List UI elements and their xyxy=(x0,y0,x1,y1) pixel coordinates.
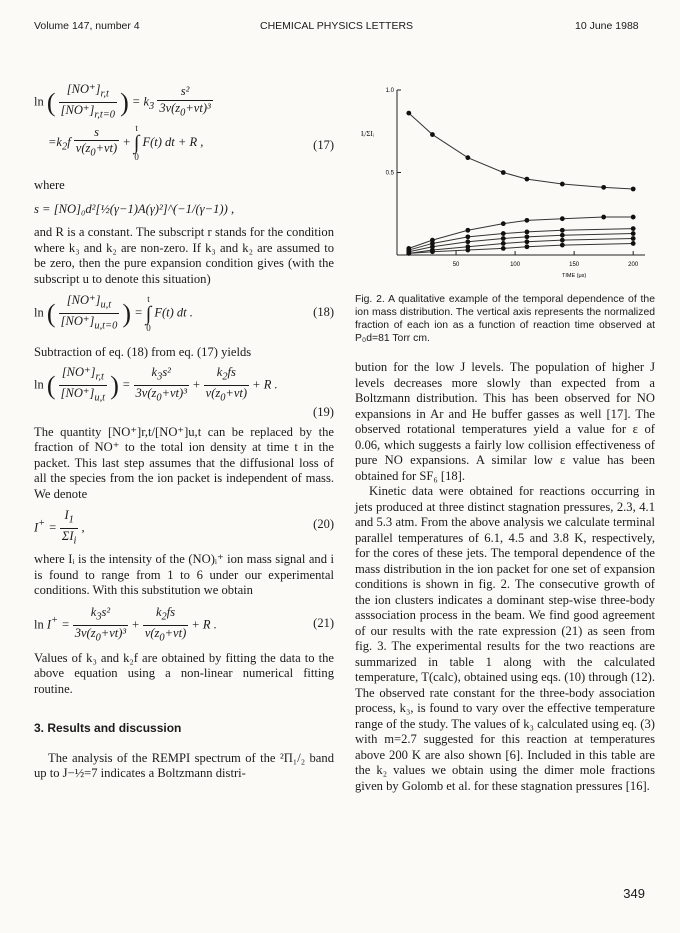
paragraph-5: Values of k₃ and k₂f are obtained by fitting the data to the above equation using a non-linear numerical fitting routine. xyxy=(34,650,334,696)
equation-18: ln ( $\frac{[NO^+]_{u,t}}{[NO^+]_{u,t=0}}$ ) = t ∫ 0 F(t) dt . (18) xyxy=(34,293,334,333)
data-point xyxy=(501,170,506,175)
data-point xyxy=(465,228,470,233)
data-point xyxy=(525,218,530,223)
paragraph-6: The analysis of the REMPI spectrum of the ²Π₁/₂ band up to J−½=7 indicates a Boltzmann distri- xyxy=(34,750,334,780)
x-tick-label: 100 xyxy=(510,262,521,268)
y-axis-label: Iᵢ/ΣIᵢ xyxy=(361,130,374,139)
data-point xyxy=(465,155,470,160)
figure-caption: Fig. 2. A qualitative example of the temporal dependence of the ion mass distribution. The vertical axis represents the normalized fraction of each ion as a function of reaction time observed at P₀d=81 Torr cm. xyxy=(355,294,655,344)
data-point xyxy=(560,243,565,248)
data-point xyxy=(560,216,565,221)
equation-20: I+ = $\frac{I_1}{\Sigma I_i}$ , (20) xyxy=(34,508,334,547)
paragraph-4: where Iᵢ is the intensity of the (NO)ᵢ⁺ ion mass signal and i is found to range from 1 to 6 under our experimental conditions. With this substitution we obtain xyxy=(34,552,334,597)
equation-17-line1: ln ( $\frac{[NO^+]_{r,t}}{[NO^+]_{r,t=0}}$ ) = $k_3$ $\frac{\text{s²}}{3v(z_0+vt)^3}$ xyxy=(34,82,211,121)
data-point xyxy=(631,215,636,220)
date-header: 10 June 1988 xyxy=(575,20,639,32)
equation-19: ln ( $\frac{[NO^+]_{r,t}}{[NO^+]_{u,t}}$ ) = $\frac{k_3s^2}{3v(z_0+vt)^3}$ + $\frac{k_2fs}{v(z_0+vt)}$ + R . xyxy=(34,364,278,403)
series-line xyxy=(409,113,633,189)
paragraph-1: and R is a constant. The subscript r stands for the condition where k₃ and k₂ are non-zero. If k₃ and k₂ are assumed to be zero, then the pure expansion condition gives (with the subscript u to denote this situation) xyxy=(34,225,334,286)
right-column xyxy=(355,360,655,794)
data-point xyxy=(631,241,636,246)
data-point xyxy=(560,238,565,243)
data-point xyxy=(560,233,565,238)
page-number: 349 xyxy=(623,886,645,901)
x-tick-label: 50 xyxy=(452,262,460,268)
eq17-number: (17) xyxy=(313,138,334,152)
section-heading: 3. Results and discussion xyxy=(34,721,182,735)
figure-2-chart xyxy=(355,80,655,280)
data-point xyxy=(525,230,530,235)
equation-17-line2: $=k_2f$ $\frac{s}{v(z_0+vt)}$ + t ∫ 0 F(t) dt + R , (17) xyxy=(48,123,334,162)
paragraph-2: Subtraction of eq. (18) from eq. (17) yields xyxy=(34,345,252,359)
x-tick-label: 150 xyxy=(569,262,580,268)
eq21-number: (21) xyxy=(313,615,334,630)
eq19-number: (19) xyxy=(313,404,334,419)
data-point xyxy=(501,221,506,226)
eq20-number: (20) xyxy=(313,517,334,531)
data-point xyxy=(501,231,506,236)
x-axis-label: TIME (μs) xyxy=(562,273,587,279)
data-point xyxy=(631,231,636,236)
data-point xyxy=(601,215,606,220)
y-tick-label: 0.5 xyxy=(385,170,394,177)
eq18-number: (18) xyxy=(313,305,334,319)
y-tick-label: 1.0 xyxy=(385,88,394,94)
data-point xyxy=(525,234,530,239)
data-point xyxy=(560,182,565,187)
data-point xyxy=(501,246,506,251)
data-point xyxy=(465,248,470,253)
x-tick-label: 200 xyxy=(628,262,639,268)
data-point xyxy=(525,177,530,182)
data-point xyxy=(560,228,565,233)
data-point xyxy=(406,251,411,256)
data-point xyxy=(406,111,411,116)
figure-2 xyxy=(355,80,655,280)
data-point xyxy=(430,249,435,254)
data-point xyxy=(430,132,435,137)
data-point xyxy=(465,234,470,239)
volume-header: Volume 147, number 4 xyxy=(34,20,140,32)
data-point xyxy=(525,244,530,249)
data-point xyxy=(631,187,636,192)
data-point xyxy=(601,185,606,190)
data-point xyxy=(501,241,506,246)
right-paragraph-2: Kinetic data were obtained for reactions occurring in jets produced at three distinct stagnation pressures, 2.3, 4.1 and 5.3 atm. From the above analysis we calculate terminal parallel temperatures of 6.1, 4.5 and 3.8 K, respectively, for the cores of these jets. The temporal dependence of the mass distribution in the ion packet for one set of expansion conditions is shown in fig. 2. The consecutive growth of the ion clusters indicates a dominant step-wise three-body asssociation process in the beam. We find good agreement of our results with the rate expression (21) as seen from fig. 3. The experimental results for the two reactions are summarized in table 1 along with the calculated temperature, T(calc), obtained using eqs. (10) through (12). The observed rate constant for the three-body association process, k₃, is found to vary over the effective temperature range of the study. The values of k₃ calculated using eq. (3) with m=2.7 suggested for this reaction at temperatures above 200 K are also shown [6]. Included in this table are the k₂ values we obtain using the dimer mole fractions given by Golomb et al. for these stagnation pressures [16]. xyxy=(355,484,655,793)
paragraph-3: The quantity [NO⁺]r,t/[NO⁺]u,t can be replaced by the fraction of NO⁺ to the total ion density at time t in the packet. This last step assumes that the diffusional loss of all the species from the ion packet is independent of mass. We denote xyxy=(34,424,334,501)
where-text: where xyxy=(34,178,65,192)
s-definition: s = [NO]₀d²[½(γ−1)A(γ)²]^(−1/(γ−1)) , xyxy=(34,201,235,216)
data-point xyxy=(631,236,636,241)
equation-21: ln I+ = $\frac{k_3s^2}{3v(z_0+vt)^3}$ + $\frac{k_2fs}{v(z_0+vt)}$ + R . (21) xyxy=(34,604,334,643)
right-paragraph-1: bution for the low J levels. The population of higher J levels decreases more slowly than expected from a Boltzmann distribution. This has been observed for NO expansions in Ar and He buffer gasses as well [17]. The observed rotational temperatures yield a value for ε of 0.06, which suggests a fairly low collision effectiveness of pure NO expansions. A similar low ε value has been obtained for SF₆ [18]. xyxy=(355,360,655,483)
journal-header: CHEMICAL PHYSICS LETTERS xyxy=(260,20,414,32)
data-point xyxy=(631,226,636,231)
data-point xyxy=(465,239,470,244)
left-column xyxy=(34,82,334,782)
data-point xyxy=(525,239,530,244)
data-point xyxy=(501,236,506,241)
